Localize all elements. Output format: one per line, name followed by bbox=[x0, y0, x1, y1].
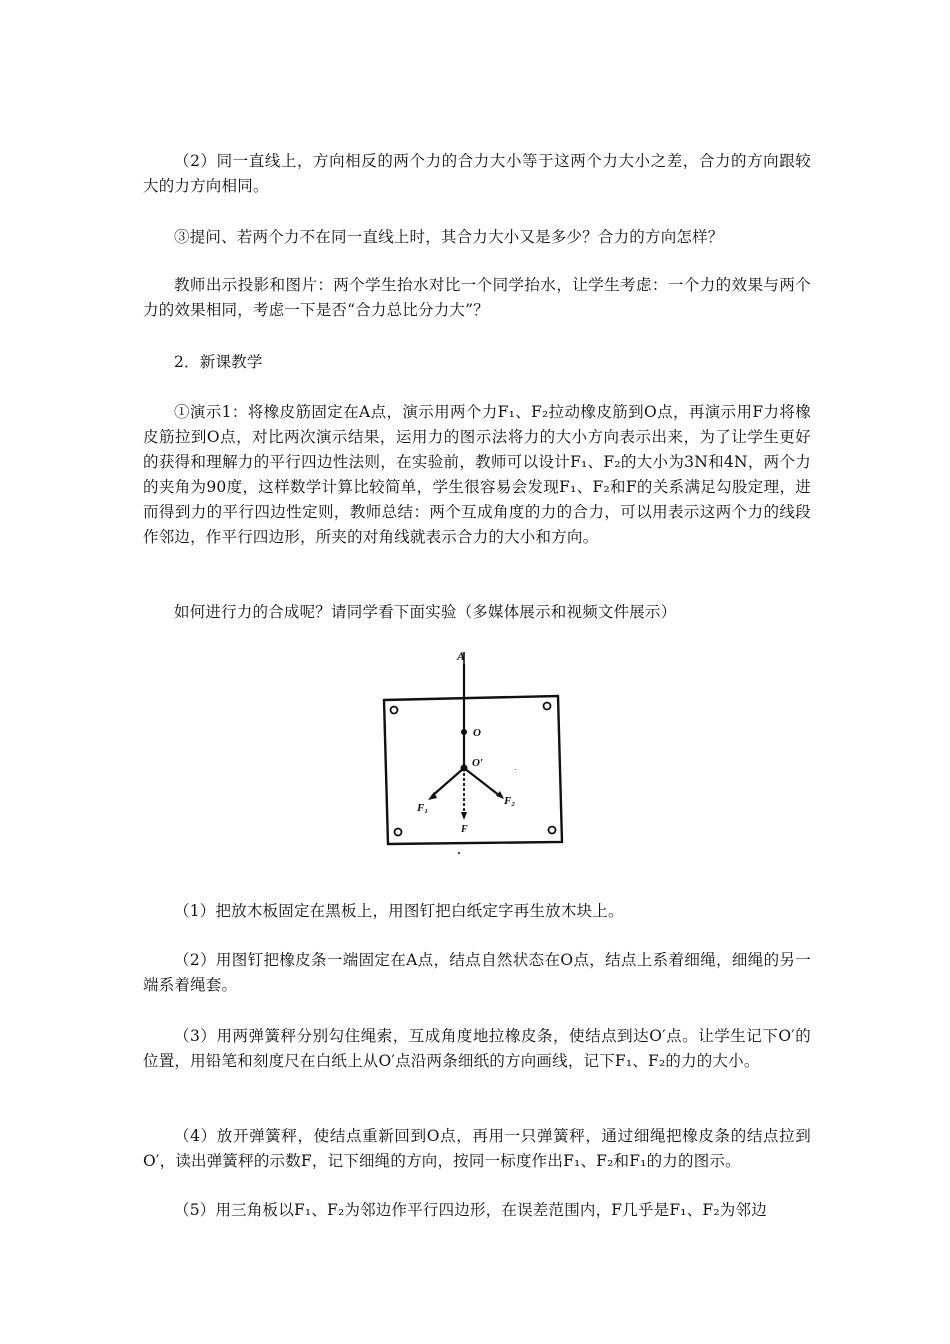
label-f1: F₁ bbox=[417, 802, 429, 814]
paragraph-teacher-projection: 教师出示投影和图片：两个学生抬水对比一个同学抬水，让学生考虑：一个力的效果与两个力的效果相同，考虑一下是否“合力总比分力大”？ bbox=[143, 276, 811, 319]
paragraph-step-4: （4）放开弹簧秤，使结点重新回到O点，再用一只弹簧秤，通过细绳把橡皮条的结点拉到O′，读出弹簧秤的示数F，记下细绳的方向，按同一标度作出F₁、F₂和F₁的力的图示。 bbox=[143, 1127, 811, 1170]
pin-icon bbox=[549, 827, 556, 834]
label-f2: F₂ bbox=[504, 795, 516, 807]
paragraph-step-1: （1）把放木板固定在黑板上，用图钉把白纸定字再生放木块上。 bbox=[174, 902, 624, 920]
paragraph-step-3: （3）用两弹簧秤分别勾住绳索，互成角度地拉橡皮条，使结点到达O′点。让学生记下O′的位置，用铅笔和刻度尺在白纸上从O′点沿两条细纸的方向画线，记下F₁、F₂的力的大小。 bbox=[143, 1027, 811, 1070]
label-o-prime: O′ bbox=[472, 757, 484, 769]
paragraph-opposite-forces: （2）同一直线上，方向相反的两个力的合力大小等于这两个力大小之差，合力的方向跟较大的力方向相同。 bbox=[143, 152, 811, 195]
svg-text:.: . bbox=[514, 762, 517, 772]
paragraph-step-5: （5）用三角板以F₁、F₂为邻边作平行四边形，在误差范围内，F几乎是F₁、F₂为邻边 bbox=[174, 1201, 767, 1219]
paragraph-experiment-intro: 如何进行力的合成呢？请同学看下面实验（多媒体展示和视频文件展示） bbox=[174, 603, 677, 621]
pin-icon bbox=[544, 703, 551, 710]
section-heading-new-lesson: 2．新课教学 bbox=[174, 353, 263, 371]
board-outline bbox=[384, 696, 562, 844]
pin-icon bbox=[395, 829, 402, 836]
label-f: F bbox=[461, 824, 468, 835]
point-o bbox=[461, 729, 467, 735]
paragraph-step-2: （2）用图钉把橡皮条一端固定在A点，结点自然状态在O点，结点上系着细绳，细绳的另一端系着绳套。 bbox=[143, 951, 811, 994]
experiment-diagram bbox=[372, 646, 572, 856]
pin-icon bbox=[391, 707, 398, 714]
force-f1-line bbox=[432, 768, 464, 796]
paragraph-demo-1: ①演示1：将橡皮筋固定在A点，演示用两个力F₁、F₂拉动橡皮筋到O点，再演示用F力将橡皮筋拉到O点，对比两次演示结果，运用力的图示法将力的大小方向表示出来，为了让学生更好的获得和理解力的平行四边性法则，在实验前，教师可以设计F₁、F₂的大小为3N和4N，两个力的夹角为90度，这样数学计算比较简单，学生很容易会发现F₁、F₂和F的关系满足勾股定理，进而得到力的平行四边性定则，教师总结：两个互成角度的力的合力，可以用表示这两个力的线段作邻边，作平行四边形，所夹的对角线就表示合力的大小和方向。 bbox=[143, 403, 811, 546]
label-a: A bbox=[457, 649, 466, 663]
force-f2-line bbox=[464, 768, 500, 796]
paragraph-question: ③提问、若两个力不在同一直线上时，其合力大小又是多少？合力的方向怎样？ bbox=[174, 228, 724, 246]
label-o: O bbox=[473, 727, 481, 739]
